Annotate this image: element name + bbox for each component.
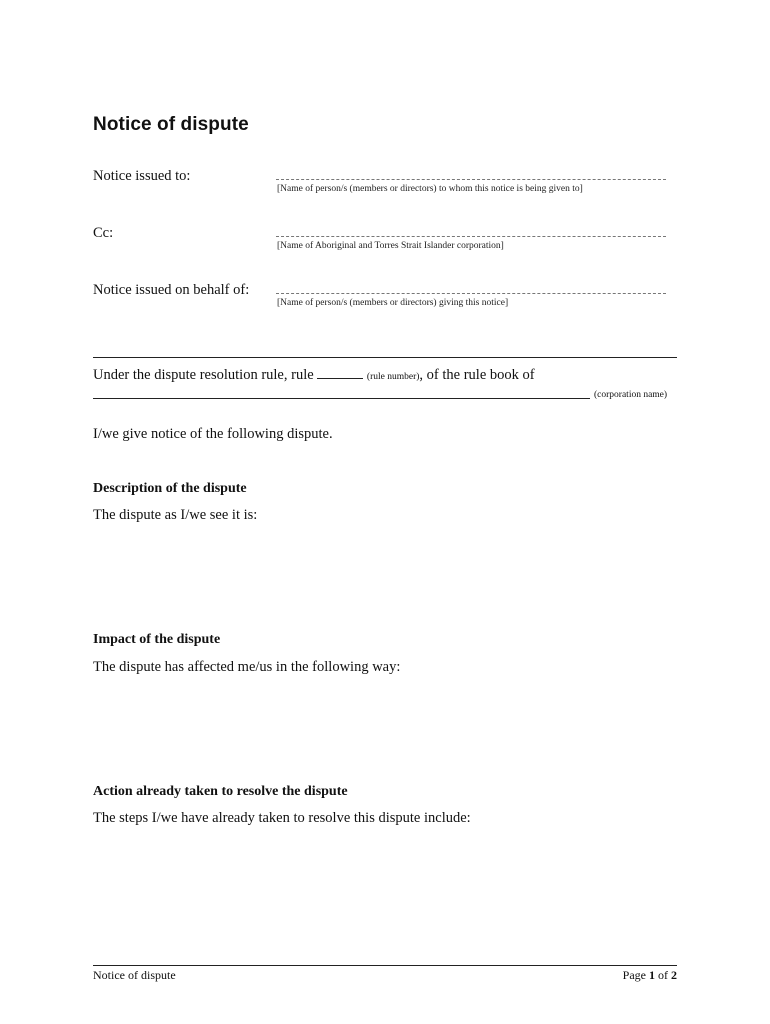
field-label-on-behalf-of: Notice issued on behalf of: bbox=[93, 282, 250, 298]
field-hint-on-behalf-of: [Name of person/s (members or directors) giving this notice] bbox=[277, 298, 509, 308]
rule-sentence-suffix: , of the rule book of bbox=[419, 367, 535, 383]
section-divider bbox=[93, 357, 677, 358]
page-prefix: Page bbox=[622, 968, 646, 982]
field-label-issued-to: Notice issued to: bbox=[93, 168, 191, 184]
page-total: 2 bbox=[671, 968, 677, 982]
footer-title: Notice of dispute bbox=[93, 968, 176, 982]
field-line-cc[interactable] bbox=[276, 236, 666, 237]
section-heading-impact: Impact of the dispute bbox=[93, 632, 221, 647]
footer-page-number bbox=[623, 968, 677, 983]
rule-sentence bbox=[93, 367, 535, 384]
section-heading-description: Description of the dispute bbox=[93, 481, 247, 496]
rule-number-blank[interactable] bbox=[317, 378, 363, 379]
field-line-on-behalf-of[interactable] bbox=[276, 293, 666, 294]
page-of: of bbox=[658, 968, 668, 982]
section-text-impact: The dispute has affected me/us in the following way: bbox=[93, 659, 401, 675]
corporation-name-blank[interactable] bbox=[93, 398, 590, 399]
rule-number-label: (rule number) bbox=[366, 372, 420, 382]
notice-intro: I/we give notice of the following dispute. bbox=[93, 426, 333, 442]
page-current: 1 bbox=[649, 968, 655, 982]
field-line-issued-to[interactable] bbox=[276, 179, 666, 180]
section-text-action: The steps I/we have already taken to resolve this dispute include: bbox=[93, 810, 471, 826]
field-hint-cc: [Name of Aboriginal and Torres Strait Islander corporation] bbox=[277, 241, 504, 251]
page-title: Notice of dispute bbox=[93, 114, 249, 135]
rule-sentence-prefix: Under the dispute resolution rule, rule bbox=[93, 367, 314, 383]
section-heading-action: Action already taken to resolve the dispute bbox=[93, 784, 348, 799]
corporation-name-label: (corporation name) bbox=[594, 390, 668, 400]
field-label-cc: Cc: bbox=[93, 225, 114, 241]
footer-divider bbox=[93, 965, 677, 966]
field-hint-issued-to: [Name of person/s (members or directors) to whom this notice is being given to] bbox=[277, 184, 583, 194]
section-text-description: The dispute as I/we see it is: bbox=[93, 507, 258, 523]
